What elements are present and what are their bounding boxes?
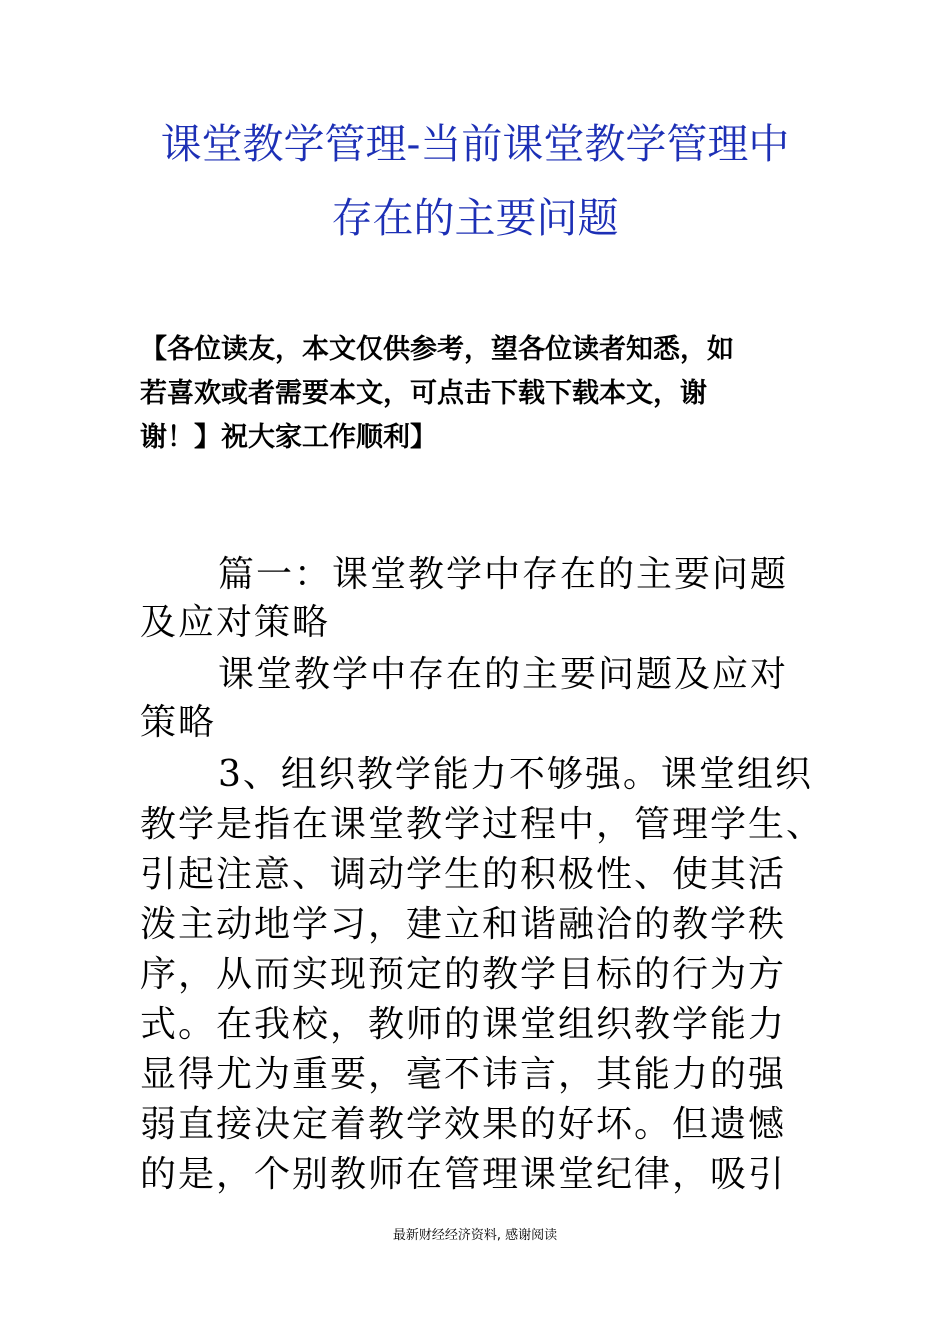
body-line-13: 的是，个别教师在管理课堂纪律，吸引 xyxy=(140,1154,787,1195)
body-line-9: 序，从而实现预定的教学目标的行为方 xyxy=(140,954,787,995)
notice-line-3: 谢！】祝大家工作顺利】 xyxy=(140,422,437,453)
document-title-line-2: 存在的主要问题 xyxy=(331,194,619,242)
body-line-5: 3、组织教学能力不够强。课堂组织 xyxy=(218,754,813,795)
page-footer: 最新财经经济资料, 感谢阅读 xyxy=(392,1228,558,1243)
body-line-11: 显得尤为重要，毫不讳言，其能力的强 xyxy=(140,1054,787,1095)
notice-line-2: 若喜欢或者需要本文，可点击下载下载本文，谢 xyxy=(140,378,707,409)
body-line-12: 弱直接决定着教学效果的好坏。但遗憾 xyxy=(140,1104,787,1145)
notice-line-1: 【各位读友，本文仅供参考，望各位读者知悉，如 xyxy=(140,334,734,365)
body-line-4: 策略 xyxy=(140,702,217,743)
body-line-3: 课堂教学中存在的主要问题及应对 xyxy=(218,654,789,695)
body-line-1: 篇一：课堂教学中存在的主要问题 xyxy=(218,554,789,595)
body-line-2: 及应对策略 xyxy=(140,602,331,643)
document-title-line-1: 课堂教学管理-当前课堂教学管理中 xyxy=(160,120,790,168)
body-line-8: 泼主动地学习，建立和谐融洽的教学秩 xyxy=(140,904,787,945)
body-line-10: 式。在我校，教师的课堂组织教学能力 xyxy=(140,1004,787,1045)
body-line-7: 引起注意、调动学生的积极性、使其活 xyxy=(140,854,787,895)
body-line-6: 教学是指在课堂教学过程中，管理学生、 xyxy=(140,804,825,845)
